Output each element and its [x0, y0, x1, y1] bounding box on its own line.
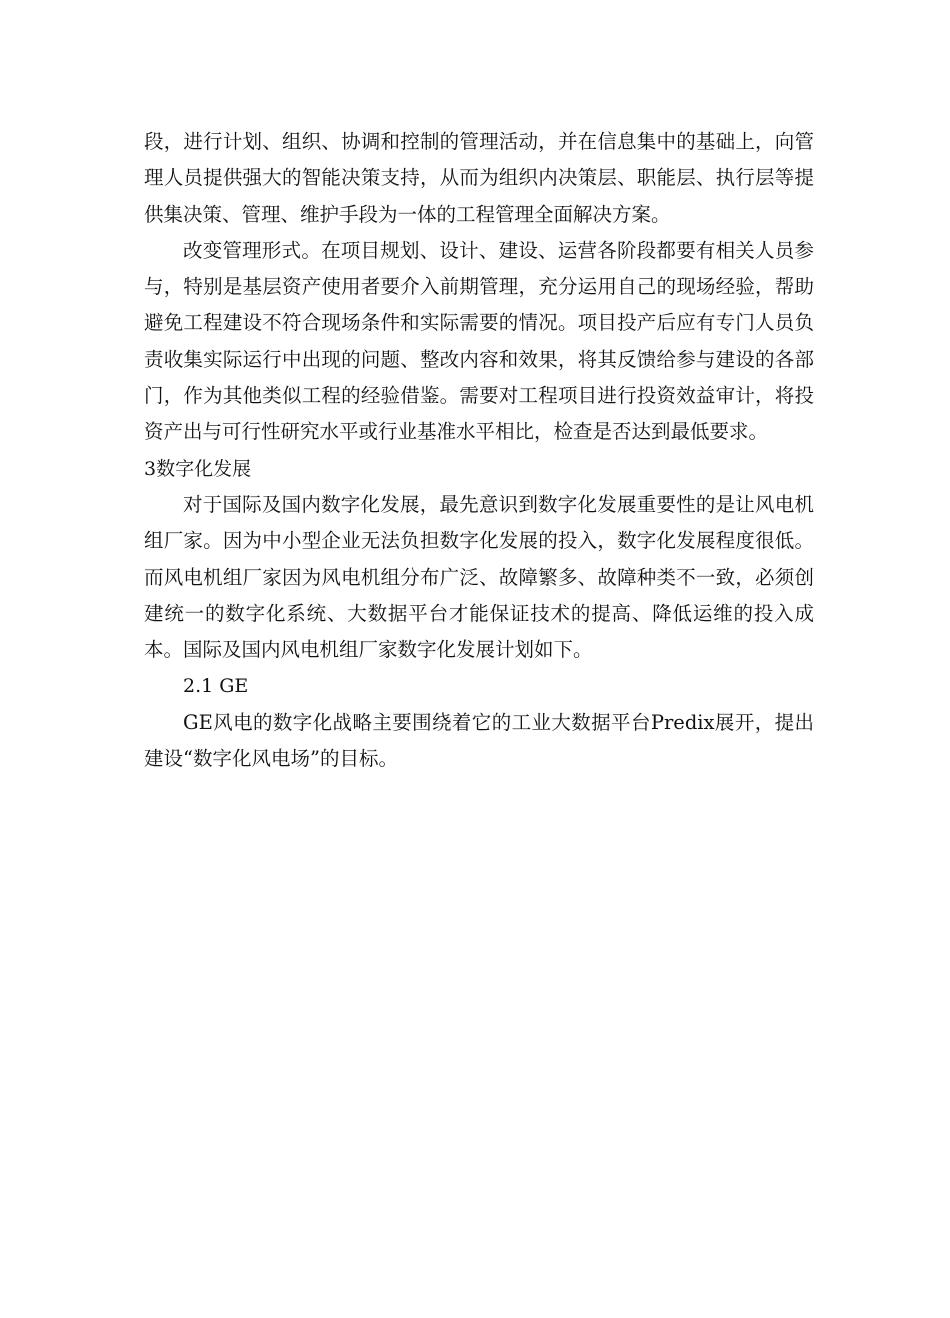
paragraph-ge-strategy: GE风电的数字化战略主要围绕着它的工业大数据平台Predix展开，提出建设“数字化风电场”的目标。 — [144, 710, 814, 771]
paragraph-change-management-form: 改变管理形式。在项目规划、设计、建设、运营各阶段都要有相关人员参与，特别是基层资产使用者要介入前期管理，充分运用自己的现场经验，帮助避免工程建设不符合现场条件和实际需要的情况。项目投产后应有专门人员负责收集实际运行中出现的问题、整改内容和效果，将其反馈给参与建设的各部门，作为其他类似工程的经验借鉴。需要对工程项目进行投资效益审计，将投资产出与可行性研究水平或行业基准水平相比，检查是否达到最低要求。 — [144, 238, 814, 444]
paragraph-management-solution: 段，进行计划、组织、协调和控制的管理活动，并在信息集中的基础上，向管理人员提供强大的智能决策支持，从而为组织内决策层、职能层、执行层等提供集决策、管理、维护手段为一体的工程管理全面解决方案。 — [144, 130, 814, 226]
paragraph-digital-development: 对于国际及国内数字化发展，最先意识到数字化发展重要性的是让风电机组厂家。因为中小型企业无法负担数字化发展的投入，数字化发展程度很低。而风电机组厂家因为风电机组分布广泛、故障繁多、故障种类不一致，必须创建统一的数字化系统、大数据平台才能保证技术的提高、降低运维的投入成本。国际及国内风电机组厂家数字化发展计划如下。 — [144, 492, 814, 662]
document-body — [144, 124, 814, 777]
subsection-heading-ge: 2.1 GE — [183, 675, 249, 698]
section-heading-digital-development: 3数字化发展 — [144, 457, 252, 480]
